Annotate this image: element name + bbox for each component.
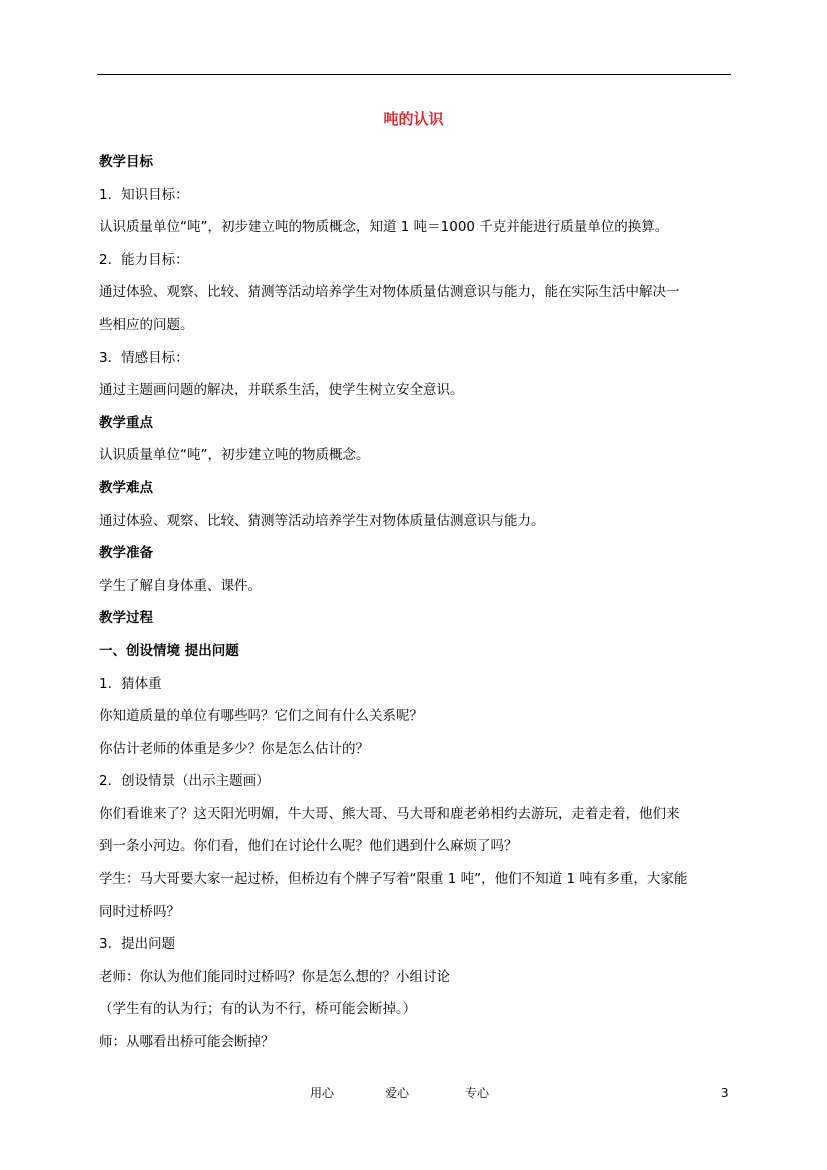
paragraph-line: 些相应的问题。 [99,316,194,333]
paragraph-line: 通过主题画问题的解决，并联系生活，使学生树立安全意识。 [99,382,464,399]
page-title: 吨的认识 [383,110,444,128]
paragraph-line: 认识质量单位“吨”，初步建立吨的物质概念，知道 1 吨＝1000 千克并能进行质量单位的换算。 [99,219,669,236]
document-body [99,146,733,1059]
paragraph-line: 通过体验、观察、比较、猜测等活动培养学生对物体质量估测意识与能力。 [99,512,545,529]
header-rule [97,74,731,75]
section-heading: 一、创设情境 提出问题 [99,642,239,659]
paragraph-line: 2．能力目标： [99,251,189,268]
paragraph-line: 同时过桥吗？ [99,903,180,920]
paragraph-line: 1．知识目标： [99,186,189,203]
paragraph-line: 1．猜体重 [99,675,162,692]
paragraph-line: 你估计老师的体重是多少？你是怎么估计的？ [99,740,369,757]
footer-word-1: 用心 [310,1086,335,1100]
section-heading: 教学重点 [99,414,153,431]
section-heading: 教学准备 [99,545,153,562]
paragraph-line: 通过体验、观察、比较、猜测等活动培养学生对物体质量估测意识与能力，能在实际生活中解决一 [99,284,680,301]
page-number: 3 [721,1086,729,1100]
paragraph-line: 学生了解自身体重、课件。 [99,577,261,594]
section-heading: 教学难点 [99,479,153,496]
section-heading: 教学过程 [99,610,153,627]
page-footer [0,1082,827,1104]
paragraph-line: 2．创设情景（出示主题画） [99,773,270,790]
paragraph-line: 认识质量单位“吨”，初步建立吨的物质概念。 [99,447,370,464]
paragraph-line: 3．情感目标： [99,349,189,366]
paragraph-line: 学生：马大哥要大家一起过桥，但桥边有个牌子写着“限重 1 吨”，他们不知道 1 吨有多重，大家能 [99,871,688,888]
paragraph-line: 3．提出问题 [99,936,176,953]
paragraph-line: 师：从哪看出桥可能会断掉？ [99,1034,275,1051]
section-heading: 教学目标 [99,154,153,170]
footer-word-2: 爱心 [385,1086,410,1100]
paragraph-line: 到一条小河边。你们看，他们在讨论什么呢？他们遇到什么麻烦了吗？ [99,838,518,855]
footer-word-3: 专心 [465,1086,490,1100]
paragraph-line: 老师：你认为他们能同时过桥吗？你是怎么想的？小组讨论 [99,968,450,985]
paragraph-line: （学生有的认为行；有的认为不行，桥可能会断掉。） [99,1001,417,1018]
paragraph-line: 你们看谁来了？这天阳光明媚，牛大哥、熊大哥、马大哥和鹿老弟相约去游玩，走着走着，他们来 [99,805,680,822]
paragraph-line: 你知道质量的单位有哪些吗？它们之间有什么关系呢？ [99,708,423,725]
